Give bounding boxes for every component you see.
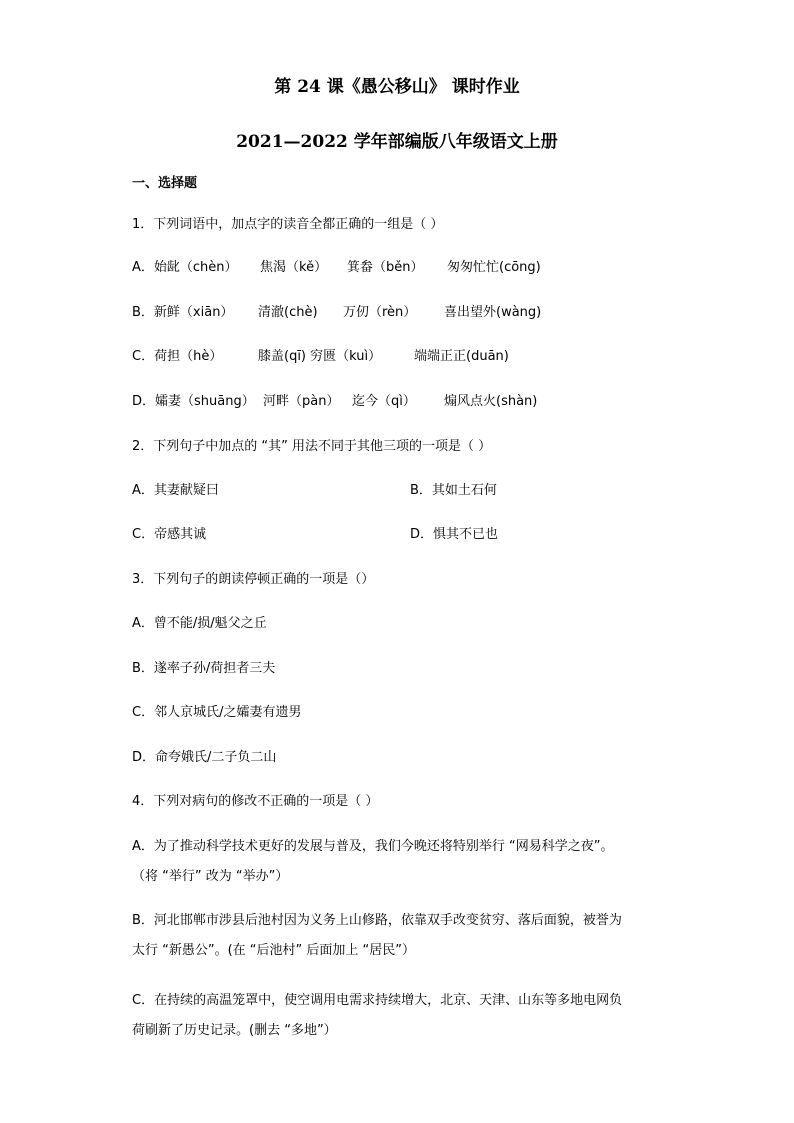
option-part: 端端正正(duān): [414, 349, 509, 364]
option-part: C．荷担（hè）: [132, 349, 223, 364]
option-part: 箕畚（běn）: [347, 260, 424, 275]
question-4-option-c-line1: C．在持续的高温笼罩中，使空调用电需求持续增大，北京、天津、山东等多地电网负: [132, 993, 623, 1008]
question-4-option-a-line1: A．为了推动科学技术更好的发展与普及，我们今晚还将特别举行 “网易科学之夜”。: [132, 839, 614, 854]
question-4-option-a-line2: （将 “举行” 改为 “举办”）: [132, 869, 289, 884]
question-2-option-a: A．其妻献疑曰: [132, 483, 219, 498]
option-part: 清澈(chè): [258, 305, 318, 320]
option-part: B．新鲜（xiān）: [132, 305, 234, 320]
question-4-stem: 4．下列对病句的修改不正确的一项是（ ）: [132, 794, 379, 809]
question-2-option-b: B．其如土石何: [410, 483, 497, 498]
page-subtitle: 2021—2022 学年部编版八年级语文上册: [236, 132, 558, 152]
question-3-option-c: C．邻人京城氏/之孀妻有遗男: [132, 705, 302, 720]
question-1-stem: 1．下列词语中，加点字的读音全都正确的一组是（ ）: [132, 217, 444, 232]
page-title: 第 24 课《愚公移山》 课时作业: [274, 77, 520, 97]
question-3-option-d: D．命夸娥氏/二子负二山: [132, 750, 277, 765]
option-part: 喜出望外(wàng): [444, 305, 542, 320]
section-heading: 一、选择题: [132, 176, 198, 191]
option-part: 河畔（pàn）: [263, 394, 340, 409]
option-part: 焦渴（kě）: [260, 260, 328, 275]
option-part: 迄今（qì）: [352, 394, 416, 409]
option-part: D．孀妻（shuāng）: [132, 394, 255, 409]
question-3-option-b: B．遂率子孙/荷担者三夫: [132, 661, 276, 676]
question-4-option-b-line1: B．河北邯郸市涉县后池村因为义务上山修路，依靠双手改变贫穷、落后面貌，被誉为: [132, 913, 622, 928]
question-2-option-c: C．帝感其诚: [132, 527, 207, 542]
question-1-option-d: [132, 393, 537, 411]
option-part: 万仞（rèn）: [343, 305, 417, 320]
question-1-option-c: [132, 348, 509, 366]
question-1-option-b: [132, 304, 541, 322]
question-4-option-b-line2: 太行 “新愚公”。(在 “后池村” 后面加上 “居民”）: [132, 943, 416, 958]
question-3-option-a: A．曾不能/损/魁父之丘: [132, 616, 267, 631]
option-part: A．始龀（chèn）: [132, 260, 238, 275]
question-3-stem: 3．下列句子的朗读停顿正确的一项是（）: [132, 572, 375, 587]
question-4-option-c-line2: 荷刷新了历史记录。(删去 “多地”）: [132, 1023, 337, 1038]
option-part: 匆匆忙忙(cōng): [447, 260, 541, 275]
option-part: 膝盖(qī) 穷匮（kuì）: [258, 349, 382, 364]
question-1-option-a: [132, 259, 541, 277]
question-2-stem: 2．下列句子中加点的 “其” 用法不同于其他三项的一项是（ ）: [132, 439, 492, 454]
option-part: 煽风点火(shàn): [444, 394, 538, 409]
question-2-option-d: D．惧其不已也: [410, 527, 499, 542]
